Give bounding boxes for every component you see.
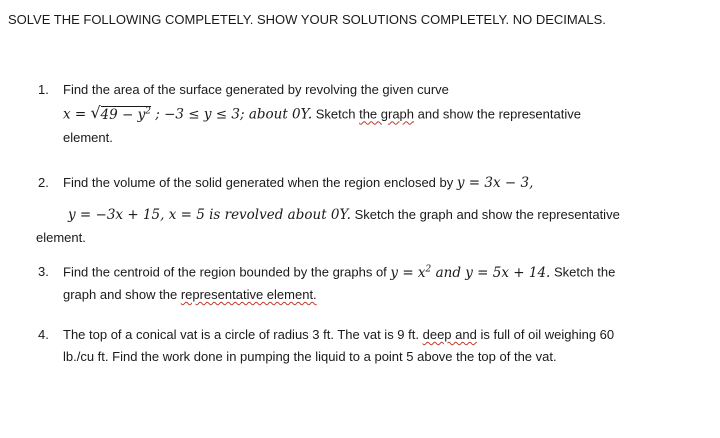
question-1-line-3: element. bbox=[63, 130, 113, 145]
q2-equation-1: y = 3x − 3, bbox=[456, 175, 534, 191]
q1-text-a: Sketch bbox=[312, 106, 360, 122]
question-4-number: 4. bbox=[38, 327, 49, 342]
question-3-line-2: graph and show the representative element. bbox=[63, 287, 317, 302]
q1-equation-rest: ; −3 ≤ y ≤ 3; about 0Y. bbox=[150, 106, 313, 123]
question-4-line-1: The top of a conical vat is a circle of radius 3 ft. The vat is 9 ft. deep and is full of oil weighing 60 bbox=[63, 327, 615, 342]
question-2-number: 2. bbox=[38, 175, 49, 190]
question-1-number: 1. bbox=[38, 82, 49, 97]
q1-square-root: √ $49 - y^2$ bbox=[90, 103, 151, 123]
question-4-line-2: lb./cu ft. Find the work done in pumping the liquid to a point 5 above the top of the vat. bbox=[63, 349, 557, 364]
instructions-header: SOLVE THE FOLLOWING COMPLETELY. SHOW YOUR SOLUTIONS COMPLETELY. NO DECIMALS. bbox=[8, 12, 606, 27]
question-2-line-2: y = −3x + 15, x = 5 is revolved about 0Y. Sketch the graph and show the representative bbox=[68, 207, 620, 223]
q1-spellcheck-phrase[interactable]: the graph bbox=[359, 106, 415, 122]
q3-spellcheck-phrase[interactable]: representative element. bbox=[180, 287, 317, 302]
q4-spellcheck-phrase[interactable]: deep and bbox=[422, 327, 477, 342]
question-2-line-3: element. bbox=[36, 230, 86, 245]
question-1-line-1: Find the area of the surface generated by revolving the given curve bbox=[63, 82, 449, 97]
question-3-number: 3. bbox=[38, 264, 49, 279]
question-3-line-1: Find the centroid of the region bounded by the graphs of $y = x^2$ and y = 5x + 14. Sketch the bbox=[63, 264, 616, 281]
q1-equation-x: x = bbox=[63, 106, 91, 123]
question-2-line-1: Find the volume of the solid generated when the region enclosed by y = 3x − 3, bbox=[63, 175, 534, 191]
q2-equation-2: y = −3x + 15, x = 5 is revolved about 0Y. bbox=[68, 207, 351, 223]
q3-equation: $y = x^2$ and y = 5x + 14. bbox=[390, 264, 551, 281]
q1-text-b: and show the representative bbox=[414, 106, 581, 122]
question-1-line-2 bbox=[63, 103, 581, 123]
